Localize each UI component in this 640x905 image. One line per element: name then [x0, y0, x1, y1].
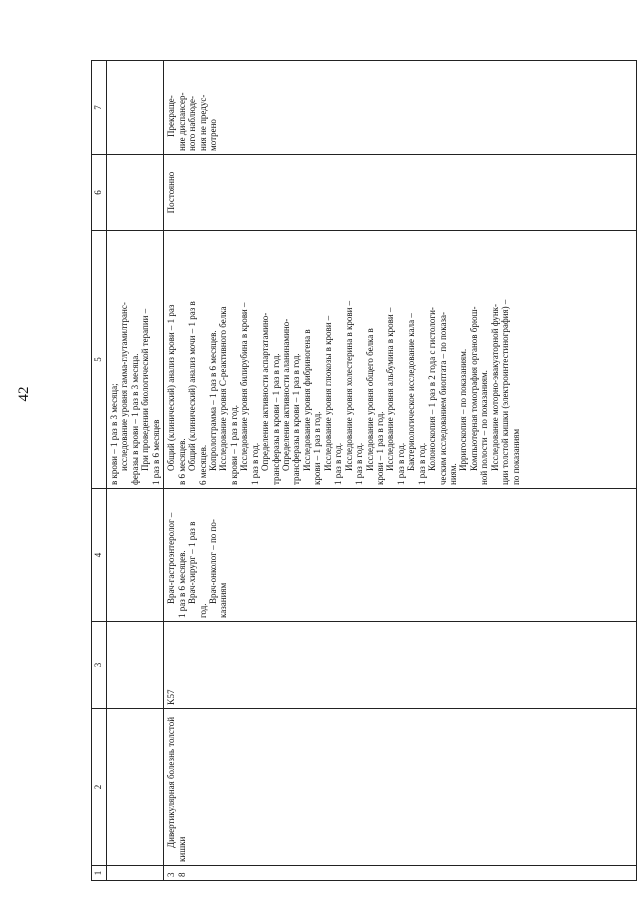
- page-number: 42: [16, 386, 32, 402]
- column-number: 5: [92, 231, 107, 489]
- column-number: 6: [92, 155, 107, 231]
- column-number: 1: [92, 866, 107, 881]
- continuation-text: в крови – 1 раз в 3 месяца; исследование уровня гамма-глутамилтранс- феразы в крови – 1 раз в 3 месяца. При проведении биологической терапии – 1 раз в 6 месяцев: [107, 231, 164, 489]
- specialists-cell: Врач-гастроэнтеролог – 1 раз в 6 месяцев. Врач-хирург – 1 раз в год. Врач-онколог – по по- казаниям: [164, 489, 637, 622]
- row-number: 38: [164, 866, 637, 881]
- disease-name: Дивертикулярная болезнь толстой кишки: [164, 709, 637, 866]
- examinations-cell: Общий (клинический) анализ крови – 1 раз в 6 месяцев. Общий (клинический) анализ мочи – 1 раз в 6 месяцев. Копрологграмма – 1 раз в 6 месяцев. Исследование уровня С-реактивного белка в крови – 1 раз в год. Исследование уровня билирубина в крови – 1 раз в год. Определение активности аспартатамино- трансферазы в крови – 1 раз в год. Определение активности аланинамино- трансферазы в крови – 1 раз в год. Исследование уровня фибриногена в крови – 1 раз в год. Исследование уровня глюкозы в крови – 1 раз в год. Исследование уровня холестерина в крови – 1 раз в год. Исследование уровня общего белка в крови – 1 раз в год. Исследование уровня альбумина в крови – 1 раз в год. Бактериологическое исследование кала – 1 раз в год. Колоноскопия – 1 раз в 2 года с гистологи- ческим исследованием биоптата – по показа- ниям. Ирригоскопия – по показаниям. Компьютерная томография органов брюш- ной полости – по показаниям. Исследование моторно-эвакуаторной функ- ции толстой кишки (электроинтестинография) – по показаниям: [164, 231, 637, 489]
- column-number: 7: [92, 61, 107, 155]
- icd-code: K57: [164, 622, 637, 709]
- column-number: 2: [92, 709, 107, 866]
- column-number: 4: [92, 489, 107, 622]
- dispensary-table: [91, 60, 637, 881]
- column-number: 3: [92, 622, 107, 709]
- continuation-row: [107, 61, 164, 881]
- observation-duration: Постоянно: [164, 155, 637, 231]
- observation-outcome: Прекраще- ние диспансер- ного наблюде- ния не предус- мотрено: [164, 61, 637, 155]
- dispensary-table-sheet: [91, 61, 581, 881]
- table-row: [164, 61, 637, 881]
- column-number-row: [92, 61, 107, 881]
